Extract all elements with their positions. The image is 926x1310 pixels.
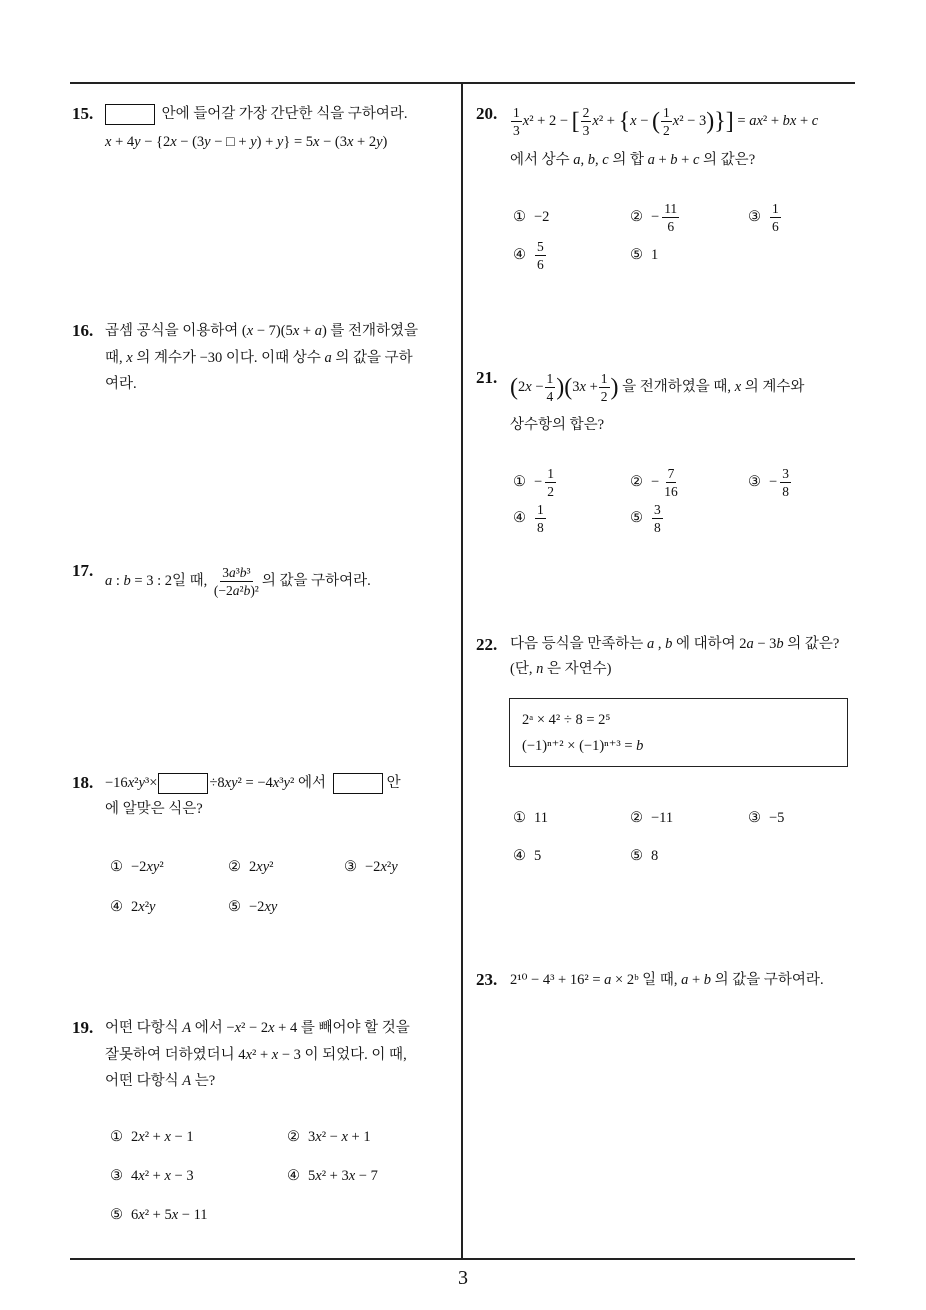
choice-3 [748, 799, 784, 837]
choice-label: ② [630, 474, 643, 490]
choice-sign: − [769, 474, 778, 490]
fraction-numerator: 11 [664, 201, 678, 217]
fraction-numerator: 3a³b³ [222, 565, 251, 581]
choice-4 [110, 887, 155, 927]
left-square-bracket: [ [571, 108, 580, 135]
choice-fraction [535, 239, 546, 272]
fraction-denominator: 3 [582, 123, 590, 139]
choice-label: ③ [748, 474, 761, 490]
right-square-bracket: ] [725, 108, 734, 135]
expression [510, 365, 804, 409]
choice-2 [228, 847, 273, 887]
choice-label: ② [228, 859, 241, 875]
problem-number: 18. [72, 773, 94, 792]
problem-number: 22. [476, 635, 498, 654]
equation-part: ÷8xy² = −4x³y² 에서 [209, 775, 326, 791]
choice-sign: − [534, 474, 543, 490]
choice-label: ③ [110, 1168, 123, 1184]
problem-text-line: 에 알맞은 식은? [105, 801, 203, 817]
choice-5 [630, 837, 658, 875]
right-curly-brace: } [714, 108, 726, 135]
choice-3 [344, 847, 398, 887]
choice-sign: − [651, 474, 660, 490]
fraction [599, 371, 610, 404]
choice-label: ① [513, 810, 526, 826]
fraction-denominator: 2 [547, 484, 554, 500]
choice-value: −2 [534, 209, 550, 225]
problem-text: 을 전개하였을 때, x 의 계수와 [622, 379, 805, 395]
choice-label: ④ [513, 510, 526, 526]
choice-label: ⑤ [228, 899, 241, 915]
fraction-numerator: 3 [654, 502, 661, 518]
bottom-rule [70, 1258, 855, 1260]
choice-1 [513, 799, 548, 837]
choice-5 [630, 500, 664, 536]
top-rule [70, 82, 855, 84]
choice-label: ⑤ [630, 247, 643, 263]
fraction [511, 105, 522, 138]
problem-number: 19. [72, 1018, 94, 1037]
problem-text-line: 다음 등식을 만족하는 a , b 에 대하여 2a − 3b 의 값은? [510, 636, 840, 652]
fraction-denominator: 3 [513, 123, 520, 139]
problem-text-line: 잘못하여 더하였더니 4x² + x − 3 이 되었다. 이 때, [105, 1046, 407, 1063]
choice-value: 2xy² [249, 859, 274, 875]
problem-text: a : b = 3 : 2일 때, [105, 573, 208, 589]
problem-number: 17. [72, 561, 94, 580]
choice-value: −2xy [249, 899, 278, 915]
fraction [545, 371, 556, 404]
expression-term: x² − 3 [672, 113, 707, 129]
choice-value: 1 [651, 247, 659, 263]
fraction-numerator: 1 [513, 105, 520, 121]
problem-condition: (단, n 은 자연수) [510, 661, 612, 677]
choice-label: ② [287, 1129, 300, 1145]
choice-4 [287, 1157, 378, 1196]
choice-3 [748, 464, 792, 500]
choice-label: ④ [513, 848, 526, 864]
expression-term: x − [630, 113, 649, 129]
choice-value: 2x²y [131, 899, 156, 915]
choice-2 [630, 464, 681, 500]
left-parenthesis: ( [510, 374, 518, 401]
left-parenthesis: ( [652, 108, 661, 135]
choice-fraction [770, 201, 781, 234]
choice-fraction [662, 466, 680, 499]
choice-4 [513, 837, 541, 875]
fraction-denominator: 6 [667, 219, 675, 235]
choice-2 [630, 799, 673, 837]
choice-fraction [545, 466, 556, 499]
choice-5 [110, 1196, 208, 1235]
choice-value: 3x² − x + 1 [308, 1129, 371, 1145]
fraction-numerator: 1 [600, 371, 608, 387]
choice-label: ④ [110, 899, 123, 915]
fraction [661, 105, 672, 138]
answer-blank-box [333, 773, 383, 794]
choice-label: ② [630, 810, 643, 826]
expression-term: x² + 2 − [522, 113, 569, 129]
choice-label: ⑤ [110, 1207, 123, 1223]
choice-value: −5 [769, 810, 785, 826]
problem-text: 의 값을 구하여라. [261, 573, 371, 589]
choice-label: ⑤ [630, 848, 643, 864]
fraction [581, 105, 592, 138]
fraction-denominator: 8 [782, 484, 789, 500]
fraction-denominator: 8 [654, 520, 661, 536]
column-divider [461, 82, 463, 1259]
answer-blank-box [105, 104, 155, 125]
equation: x + 4y − {2x − (3y − □ + y) + y} = 5x − (3x + 2y) [105, 134, 388, 150]
fraction-numerator: 1 [537, 502, 544, 518]
choice-5 [630, 236, 658, 274]
choice-value: 11 [534, 810, 548, 826]
choice-label: ④ [513, 247, 526, 263]
choice-value: 5x² + 3x − 7 [308, 1168, 378, 1184]
right-parenthesis: ) [556, 374, 565, 401]
choice-label: ① [110, 859, 123, 875]
given-equation: 2ᵃ × 4² ÷ 8 = 2⁵ [522, 712, 611, 728]
choice-label: ③ [748, 810, 761, 826]
choice-fraction [780, 466, 791, 499]
fraction-denominator: 6 [772, 219, 779, 235]
problem-number: 23. [476, 970, 498, 989]
left-curly-brace: { [618, 108, 631, 135]
fraction-denominator: 2 [663, 123, 670, 139]
problem-text-line: 곱셈 공식을 이용하여 (x − 7)(5x + a) 를 전개하였을 [105, 323, 419, 339]
fraction-numerator: 7 [667, 466, 675, 482]
given-equation: (−1)ⁿ⁺² × (−1)ⁿ⁺³ = b [522, 738, 644, 754]
fraction-numerator: 1 [663, 105, 670, 121]
fraction-numerator: 1 [772, 201, 779, 217]
choice-2 [630, 198, 680, 236]
choice-value: 5 [534, 848, 542, 864]
choice-label: ② [630, 209, 643, 225]
choice-1 [110, 1118, 194, 1157]
problem-text-line: 때, x 의 계수가 −30 이다. 이때 상수 a 의 값을 구하 [105, 349, 413, 366]
choice-value: 8 [651, 848, 659, 864]
choice-4 [513, 236, 547, 274]
choice-value: 2x² + x − 1 [131, 1129, 194, 1145]
choice-label: ① [513, 209, 526, 225]
fraction-denominator: 6 [537, 257, 544, 273]
choice-fraction [652, 502, 663, 535]
choice-2 [287, 1118, 371, 1157]
fraction-denominator: 4 [546, 389, 554, 405]
choice-5 [228, 887, 277, 927]
choice-value: 6x² + 5x − 11 [131, 1207, 208, 1223]
choice-label: ③ [748, 209, 761, 225]
fraction-numerator: 1 [546, 371, 554, 387]
expression-term: 3x + [572, 379, 598, 395]
left-parenthesis: ( [564, 374, 573, 401]
fraction-denominator: 16 [664, 484, 678, 500]
expression [510, 101, 818, 141]
page-number: 3 [458, 1267, 468, 1289]
fraction-denominator: 2 [600, 389, 608, 405]
choice-value: −2xy² [131, 859, 164, 875]
fraction-numerator: 3 [782, 466, 789, 482]
choice-value: −2x²y [365, 859, 398, 875]
choice-1 [513, 198, 549, 236]
answer-blank-box [158, 773, 208, 794]
choice-1 [110, 847, 164, 887]
choice-1 [513, 464, 557, 500]
fraction-numerator: 1 [547, 466, 554, 482]
problem-text-line: 에서 상수 a, b, c 의 합 a + b + c 의 값은? [510, 152, 756, 168]
problem-text: 2¹⁰ − 4³ + 16² = a × 2ᵇ 일 때, a + b 의 값을 구하여라. [510, 972, 824, 988]
fraction-numerator: 2 [582, 105, 590, 121]
choice-fraction [535, 502, 546, 535]
problem-text: 안 [386, 775, 401, 791]
choice-value: −11 [651, 810, 674, 826]
problem-number: 15. [72, 104, 94, 123]
fraction [212, 565, 261, 598]
right-parenthesis: ) [610, 374, 619, 401]
choice-4 [513, 500, 547, 536]
choice-sign: − [651, 209, 660, 225]
fraction-numerator: 5 [537, 239, 544, 255]
choice-label: ① [110, 1129, 123, 1145]
choice-fraction [662, 201, 679, 234]
expression-term: 2x − [518, 379, 544, 395]
choice-label: ⑤ [630, 510, 643, 526]
equation-part: −16x²y³× [105, 775, 158, 791]
given-equations-box [509, 698, 848, 767]
choice-label: ① [513, 474, 526, 490]
expression-term: = ax² + bx + c [737, 113, 819, 129]
choice-3 [110, 1157, 194, 1196]
fraction-denominator: (−2a²b)² [213, 583, 259, 599]
fraction-denominator: 8 [537, 520, 544, 536]
expression-term: x² + [592, 113, 615, 129]
choice-value: 4x² + x − 3 [131, 1168, 194, 1184]
problem-text-line: 상수항의 합은? [510, 417, 605, 433]
problem-number: 21. [476, 368, 498, 387]
choice-3 [748, 198, 782, 236]
problem-text-line: 어떤 다항식 A 는? [105, 1073, 216, 1089]
choice-label: ③ [344, 859, 357, 875]
problem-text-line: 어떤 다항식 A 에서 −x² − 2x + 4 를 빼어야 할 것을 [105, 1020, 410, 1036]
problem-text: 안에 들어갈 가장 간단한 식을 구하여라. [161, 106, 408, 122]
choice-label: ④ [287, 1168, 300, 1184]
right-parenthesis: ) [706, 108, 715, 135]
problem-text-line: 여라. [105, 376, 137, 392]
problem-number: 16. [72, 321, 94, 340]
problem-number: 20. [476, 104, 498, 123]
